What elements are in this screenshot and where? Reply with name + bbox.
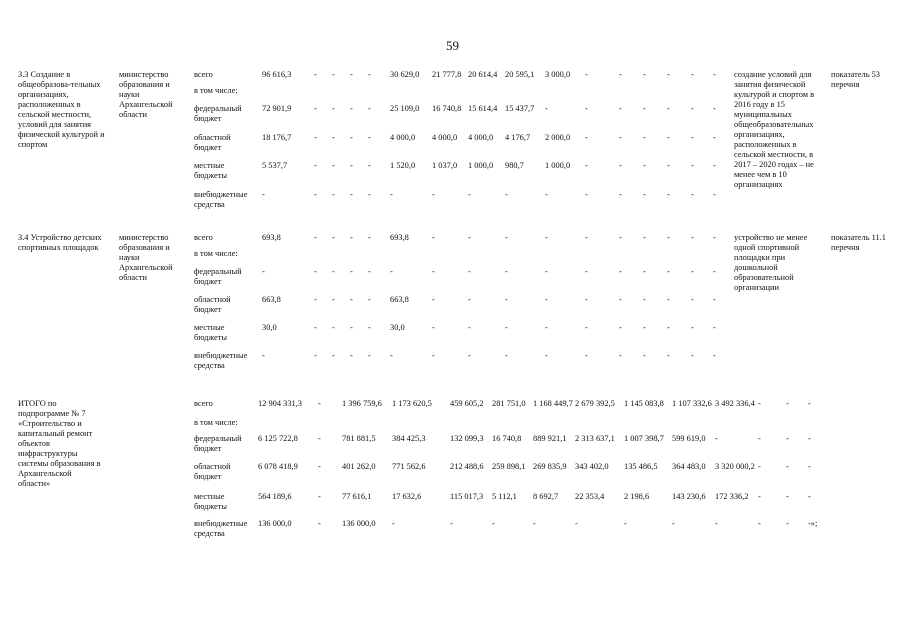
amount-cell: - [619, 323, 622, 332]
amount-cell: - [505, 295, 508, 304]
amount-cell: - [368, 323, 371, 332]
amount-cell: 96 616,3 [262, 70, 292, 79]
amount-cell: 172 336,2 [715, 492, 749, 501]
amount-cell: - [450, 519, 453, 528]
amount-cell: -»; [808, 519, 818, 528]
amount-cell: 4 000,0 [432, 133, 458, 142]
amount-cell: 663,8 [262, 295, 281, 304]
amount-cell: - [585, 295, 588, 304]
amount-cell: 2 679 392,5 [575, 399, 615, 408]
executor: министерство образования и науки Архангельской области [119, 70, 173, 119]
amount-cell: 30,0 [262, 323, 277, 332]
amount-cell: 2 000,0 [545, 133, 571, 142]
amount-cell: - [624, 519, 627, 528]
funding-source-label: в том числе: [194, 418, 238, 427]
amount-cell: - [758, 399, 761, 408]
amount-cell: - [314, 161, 317, 170]
expected-result: устройство не менее одной спортивной площадки при дошкольной образовательной организации [734, 233, 808, 292]
amount-cell: - [432, 190, 435, 199]
amount-cell: - [318, 492, 321, 501]
funding-source-label: внебюджетные средства [194, 519, 248, 538]
amount-cell: - [667, 190, 670, 199]
amount-cell: 269 835,9 [533, 462, 567, 471]
amount-cell: - [350, 295, 353, 304]
amount-cell: - [585, 133, 588, 142]
amount-cell: - [643, 267, 646, 276]
amount-cell: 136 000,0 [258, 519, 292, 528]
amount-cell: - [691, 104, 694, 113]
amount-cell: - [332, 190, 335, 199]
amount-cell: - [350, 323, 353, 332]
amount-cell: - [619, 70, 622, 79]
amount-cell: - [691, 190, 694, 199]
amount-cell: - [545, 104, 548, 113]
amount-cell: - [262, 351, 265, 360]
amount-cell: 1 520,0 [390, 161, 416, 170]
amount-cell: 1 000,0 [545, 161, 571, 170]
amount-cell: - [368, 133, 371, 142]
amount-cell: - [667, 267, 670, 276]
amount-cell: - [691, 233, 694, 242]
amount-cell: 20 614,4 [468, 70, 498, 79]
amount-cell: - [350, 233, 353, 242]
amount-cell: 459 605,2 [450, 399, 484, 408]
amount-cell: - [314, 70, 317, 79]
amount-cell: - [667, 323, 670, 332]
amount-cell: - [505, 190, 508, 199]
amount-cell: - [808, 399, 811, 408]
amount-cell: 212 488,6 [450, 462, 484, 471]
amount-cell: - [368, 70, 371, 79]
amount-cell: - [350, 267, 353, 276]
amount-cell: - [545, 323, 548, 332]
amount-cell: - [667, 70, 670, 79]
amount-cell: 72 901,9 [262, 104, 292, 113]
amount-cell: - [468, 323, 471, 332]
funding-source-label: областной бюджет [194, 295, 231, 314]
amount-cell: - [392, 519, 395, 528]
amount-cell: - [713, 70, 716, 79]
amount-cell: - [643, 295, 646, 304]
amount-cell: - [318, 434, 321, 443]
amount-cell: - [585, 323, 588, 332]
amount-cell: 401 262,0 [342, 462, 376, 471]
amount-cell: - [619, 161, 622, 170]
amount-cell: - [332, 70, 335, 79]
amount-cell: - [332, 323, 335, 332]
amount-cell: - [667, 161, 670, 170]
amount-cell: - [786, 462, 789, 471]
amount-cell: - [350, 161, 353, 170]
amount-cell: - [619, 351, 622, 360]
amount-cell: 5 537,7 [262, 161, 288, 170]
amount-cell: - [667, 351, 670, 360]
amount-cell: 3 000,0 [545, 70, 571, 79]
amount-cell: 1 037,0 [432, 161, 458, 170]
amount-cell: - [585, 233, 588, 242]
amount-cell: - [368, 190, 371, 199]
amount-cell: 1 107 332,6 [672, 399, 712, 408]
amount-cell: 1 173 620,5 [392, 399, 432, 408]
amount-cell: - [332, 351, 335, 360]
amount-cell: 115 017,3 [450, 492, 484, 501]
amount-cell: - [368, 104, 371, 113]
amount-cell: 4 000,0 [468, 133, 494, 142]
amount-cell: - [332, 133, 335, 142]
amount-cell: - [545, 351, 548, 360]
amount-cell: - [545, 267, 548, 276]
amount-cell: - [715, 519, 718, 528]
amount-cell: - [468, 267, 471, 276]
amount-cell: - [332, 161, 335, 170]
amount-cell: - [667, 233, 670, 242]
amount-cell: - [314, 267, 317, 276]
measure-name: ИТОГО по подпрограмме № 7 «Строительство и капитальный ремонт объектов инфраструктуры системы образования в Архангельской области» [18, 399, 101, 488]
amount-cell: - [314, 351, 317, 360]
amount-cell: - [713, 351, 716, 360]
amount-cell: 599 619,0 [672, 434, 706, 443]
amount-cell: 4 000,0 [390, 133, 416, 142]
amount-cell: - [786, 492, 789, 501]
amount-cell: - [619, 295, 622, 304]
amount-cell: - [643, 351, 646, 360]
measure-name: 3.3 Создание в общеобразова-тельных организациях, расположенных в сельской местности, условий для занятия физической культурой и спортом [18, 70, 105, 149]
amount-cell: - [643, 104, 646, 113]
amount-cell: - [667, 295, 670, 304]
funding-source-label: местные бюджеты [194, 492, 228, 511]
amount-cell: - [585, 104, 588, 113]
amount-cell: - [691, 351, 694, 360]
funding-source-label: в том числе: [194, 249, 238, 258]
funding-source-label: федеральный бюджет [194, 267, 242, 286]
amount-cell: - [713, 161, 716, 170]
amount-cell: 693,8 [390, 233, 409, 242]
amount-cell: - [619, 233, 622, 242]
amount-cell: - [350, 70, 353, 79]
amount-cell: 6 125 722,8 [258, 434, 298, 443]
amount-cell: - [505, 351, 508, 360]
amount-cell: - [713, 133, 716, 142]
amount-cell: 18 176,7 [262, 133, 292, 142]
amount-cell: - [715, 434, 718, 443]
amount-cell: - [585, 70, 588, 79]
amount-cell: 77 616,1 [342, 492, 372, 501]
amount-cell: 15 614,4 [468, 104, 498, 113]
amount-cell: - [808, 434, 811, 443]
amount-cell: - [691, 70, 694, 79]
amount-cell: - [314, 323, 317, 332]
amount-cell: - [432, 267, 435, 276]
amount-cell: - [432, 295, 435, 304]
amount-cell: - [262, 267, 265, 276]
amount-cell: - [262, 190, 265, 199]
amount-cell: - [368, 351, 371, 360]
amount-cell: - [468, 351, 471, 360]
amount-cell: - [350, 104, 353, 113]
amount-cell: - [672, 519, 675, 528]
amount-cell: - [545, 233, 548, 242]
amount-cell: - [545, 190, 548, 199]
amount-cell: - [468, 190, 471, 199]
amount-cell: 384 425,3 [392, 434, 426, 443]
amount-cell: - [713, 104, 716, 113]
amount-cell: - [585, 161, 588, 170]
amount-cell: - [667, 104, 670, 113]
funding-source-label: всего [194, 399, 213, 408]
funding-source-label: федеральный бюджет [194, 434, 242, 453]
amount-cell: 30 629,0 [390, 70, 420, 79]
amount-cell: - [350, 351, 353, 360]
amount-cell: 2 313 637,1 [575, 434, 615, 443]
amount-cell: - [808, 462, 811, 471]
funding-source-label: всего [194, 233, 213, 242]
amount-cell: - [468, 295, 471, 304]
amount-cell: - [643, 190, 646, 199]
amount-cell: - [713, 295, 716, 304]
amount-cell: - [585, 267, 588, 276]
funding-source-label: внебюджетные средства [194, 351, 248, 370]
amount-cell: - [691, 161, 694, 170]
amount-cell: - [643, 161, 646, 170]
amount-cell: 22 353,4 [575, 492, 605, 501]
amount-cell: 17 632,6 [392, 492, 422, 501]
amount-cell: 12 904 331,3 [258, 399, 302, 408]
funding-source-label: внебюджетные средства [194, 190, 248, 209]
amount-cell: - [505, 233, 508, 242]
amount-cell: - [332, 233, 335, 242]
amount-cell: - [758, 462, 761, 471]
executor: министерство образования и науки Архангельской области [119, 233, 173, 282]
amount-cell: - [432, 233, 435, 242]
expected-result: создание условий для занятия физической культурой и спортом в 2016 году в 15 муниципальных общеобразовательных организациях, расположенных в сельской местности, в 2017 – 2020 годах – не менее чем в 10 организациях [734, 70, 815, 189]
amount-cell: - [390, 351, 393, 360]
amount-cell: 281 751,0 [492, 399, 526, 408]
amount-cell: 1 007 398,7 [624, 434, 664, 443]
amount-cell: - [667, 133, 670, 142]
amount-cell: - [643, 70, 646, 79]
amount-cell: 21 777,8 [432, 70, 462, 79]
amount-cell: 30,0 [390, 323, 405, 332]
amount-cell: - [643, 133, 646, 142]
funding-source-label: местные бюджеты [194, 323, 228, 342]
amount-cell: - [332, 267, 335, 276]
amount-cell: - [758, 492, 761, 501]
amount-cell: 8 692,7 [533, 492, 559, 501]
amount-cell: 980,7 [505, 161, 524, 170]
amount-cell: - [368, 161, 371, 170]
amount-cell: - [318, 462, 321, 471]
amount-cell: 5 112,1 [492, 492, 517, 501]
amount-cell: - [713, 267, 716, 276]
measure-name: 3.4 Устройство детских спортивных площадок [18, 233, 102, 252]
funding-source-label: федеральный бюджет [194, 104, 242, 123]
amount-cell: 259 898,1 [492, 462, 526, 471]
funding-source-label: областной бюджет [194, 462, 231, 481]
amount-cell: - [758, 434, 761, 443]
amount-cell: - [808, 492, 811, 501]
amount-cell: - [758, 519, 761, 528]
amount-cell: 2 198,6 [624, 492, 650, 501]
amount-cell: - [643, 233, 646, 242]
amount-cell: - [432, 351, 435, 360]
amount-cell: - [350, 133, 353, 142]
indicator-ref: показатель 11.1 перечня [831, 233, 886, 252]
amount-cell: - [575, 519, 578, 528]
amount-cell: - [350, 190, 353, 199]
amount-cell: - [585, 351, 588, 360]
amount-cell: 135 486,5 [624, 462, 658, 471]
amount-cell: - [713, 323, 716, 332]
amount-cell: 143 230,6 [672, 492, 706, 501]
amount-cell: 6 078 418,9 [258, 462, 298, 471]
amount-cell: - [332, 295, 335, 304]
amount-cell: - [368, 233, 371, 242]
amount-cell: - [786, 399, 789, 408]
amount-cell: - [533, 519, 536, 528]
page-number: 59 [446, 38, 459, 53]
amount-cell: - [432, 323, 435, 332]
amount-cell: - [505, 267, 508, 276]
amount-cell: 693,8 [262, 233, 281, 242]
amount-cell: 889 921,1 [533, 434, 567, 443]
amount-cell: - [619, 190, 622, 199]
amount-cell: 25 109,0 [390, 104, 420, 113]
amount-cell: 20 595,1 [505, 70, 535, 79]
amount-cell: - [786, 434, 789, 443]
amount-cell: - [314, 233, 317, 242]
funding-source-label: областной бюджет [194, 133, 231, 152]
amount-cell: - [691, 323, 694, 332]
amount-cell: 136 000,0 [342, 519, 376, 528]
amount-cell: 132 099,3 [450, 434, 484, 443]
amount-cell: - [505, 323, 508, 332]
amount-cell: 1 000,0 [468, 161, 494, 170]
amount-cell: - [619, 267, 622, 276]
amount-cell: - [390, 267, 393, 276]
amount-cell: - [619, 104, 622, 113]
amount-cell: - [619, 133, 622, 142]
amount-cell: 15 437,7 [505, 104, 535, 113]
indicator-ref: показатель 53 перечня [831, 70, 880, 89]
amount-cell: - [691, 295, 694, 304]
amount-cell: 16 740,8 [492, 434, 522, 443]
amount-cell: - [368, 267, 371, 276]
amount-cell: - [585, 190, 588, 199]
amount-cell: - [786, 519, 789, 528]
funding-source-label: местные бюджеты [194, 161, 228, 180]
amount-cell: - [314, 295, 317, 304]
amount-cell: 781 881,5 [342, 434, 376, 443]
amount-cell: - [691, 133, 694, 142]
amount-cell: - [691, 267, 694, 276]
amount-cell: 1 396 759,6 [342, 399, 382, 408]
funding-source-label: всего [194, 70, 213, 79]
amount-cell: 4 176,7 [505, 133, 531, 142]
amount-cell: 771 562,6 [392, 462, 426, 471]
amount-cell: - [713, 190, 716, 199]
amount-cell: 564 189,6 [258, 492, 292, 501]
amount-cell: - [314, 133, 317, 142]
amount-cell: - [314, 190, 317, 199]
amount-cell: - [314, 104, 317, 113]
amount-cell: 364 483,0 [672, 462, 706, 471]
amount-cell: - [318, 519, 321, 528]
amount-cell: - [390, 190, 393, 199]
amount-cell: - [713, 233, 716, 242]
funding-source-label: в том числе: [194, 86, 238, 95]
amount-cell: 1 168 449,7 [533, 399, 573, 408]
amount-cell: - [332, 104, 335, 113]
amount-cell: 663,8 [390, 295, 409, 304]
amount-cell: 1 145 083,8 [624, 399, 664, 408]
amount-cell: - [368, 295, 371, 304]
amount-cell: - [545, 295, 548, 304]
amount-cell: 3 320 000,2 [715, 462, 755, 471]
amount-cell: 3 492 336,4 [715, 399, 755, 408]
amount-cell: 343 402,0 [575, 462, 609, 471]
amount-cell: - [318, 399, 321, 408]
amount-cell: - [643, 323, 646, 332]
amount-cell: 16 740,8 [432, 104, 462, 113]
amount-cell: - [492, 519, 495, 528]
amount-cell: - [468, 233, 471, 242]
